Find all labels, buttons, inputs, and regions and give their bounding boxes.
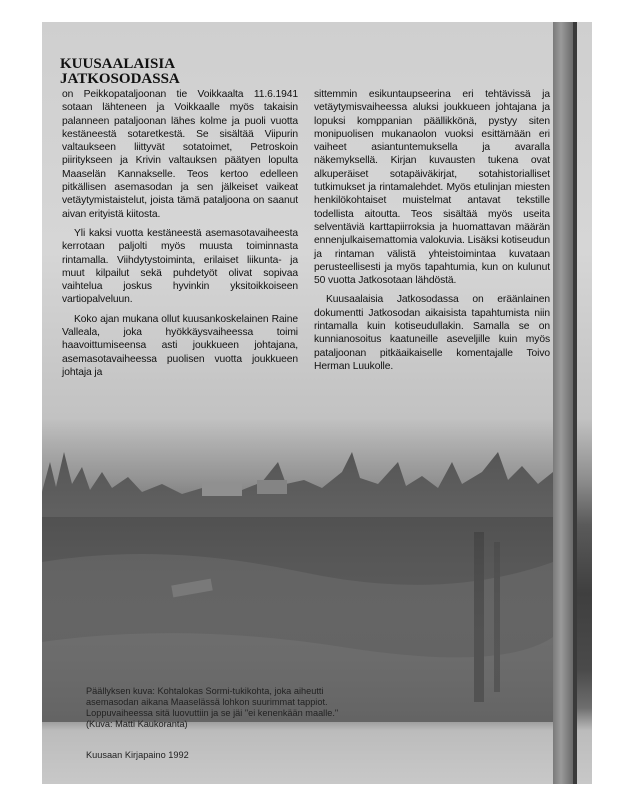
paragraph: on Peikkopataljoonan tie Voikkaalta 11.6.1941 sotaan lähteneen ja Voikkaalle myös takaisin palanneen pataljoonan lähes kolme ja puoli vuotta kestäneestä sotaretkestä. Se sisältää Viipurin valtaukseen liittyvät sotatoimet, Petroskoin piiritykseen ja Krivin valtauksen päätyen lopulta Maaselän Kannakselle. Teos kertoo edelleen pitkällisen asemasodan ja sen jälkeiset vaikeat vetäytymistaistelut, joista tämä pataljoona on saanut aivan erityistä kiitosta. bbox=[62, 89, 298, 220]
paragraph: sittemmin esikuntaupseerina eri tehtävissä ja vetäytymisvaiheessa aluksi joukkueen johtajana ja lopuksi komppanian päällikkönä, pystyy siten monipuolisen mukanaolon vuoksi esittämään eri vaiheet asiantuntemuksella ja avaralla näkemyksellä. Kirjan kuvausten tukena ovat alkuperäiset sotapäiväkirjat, sotahistorialliset tutkimukset ja rintamalehdet. Myös etulinjan miesten henkilökohtaiset muistelmat antavat tekstille todellista aitoutta. Teos sisältää myös useita selventäviä karttapiirroksia ja huomattavan määrän ennenjulkaisemattomia valokuvia. Lisäksi kotiseudun ja rintaman välistä yhteistoimintaa kuvataan perusteellisesti ja myös tapahtumia, kun on kulunut 50 vuotta Jatkosotaan lähdöstä. bbox=[314, 89, 550, 287]
caption-line: Loppuvaiheessa sitä luovuttiin ja se jäi "ei kenenkään maalle." bbox=[86, 708, 339, 718]
title-line: JATKOSODASSA bbox=[60, 71, 180, 87]
paragraph: Koko ajan mukana ollut kuusankoskelainen Raine Valleala, joka hyökkäysvaiheessa toimi haavoittumiseensa asti joukkueen johtajana, asemasotavaiheessa puolisen vuotta joukkueen johtaja ja bbox=[62, 313, 298, 378]
caption-line: Päällyksen kuva: Kohtalokas Sormi-tukikohta, joka aiheutti bbox=[86, 686, 324, 696]
left-text-column bbox=[62, 88, 298, 385]
photo-caption bbox=[86, 686, 416, 730]
book-spine bbox=[553, 22, 573, 784]
paragraph: Yli kaksi vuotta kestäneestä asemasotavaiheesta kerrotaan paljolti myös muusta toiminnasta rintamalla. Viihdytystoiminta, erilaiset liikunta- ja muut kilpailut sekä puhdetyöt olivat sopivaa vaihtelua joskus hyvinkin yksitoikkoiseen vartiopalveluun. bbox=[62, 227, 298, 306]
landscape-photo bbox=[42, 422, 553, 722]
title-line: KUUSAALAISIA bbox=[60, 56, 176, 72]
right-text-column bbox=[314, 88, 550, 379]
caption-line: asemasodan aikana Maaselässä lohkon suurimmat tappiot. bbox=[86, 697, 328, 707]
paragraph: Kuusaalaisia Jatkosodassa on eräänlainen dokumentti Jatkosodan aikaisista tapahtumista niin rintamalla kuin kotiseudullakin. Samalla se on kunnianosoitus kaatuneille aseveljille kuin myös pataljoonan pitkäaikaiselle komentajalle Toivo Herman Luukolle. bbox=[314, 294, 550, 372]
printer-credit: Kuusaan Kirjapaino 1992 bbox=[86, 750, 189, 760]
spine-edge bbox=[573, 22, 577, 784]
book-title bbox=[60, 57, 180, 87]
caption-line: (Kuva: Matti Kaukoranta) bbox=[86, 719, 188, 729]
